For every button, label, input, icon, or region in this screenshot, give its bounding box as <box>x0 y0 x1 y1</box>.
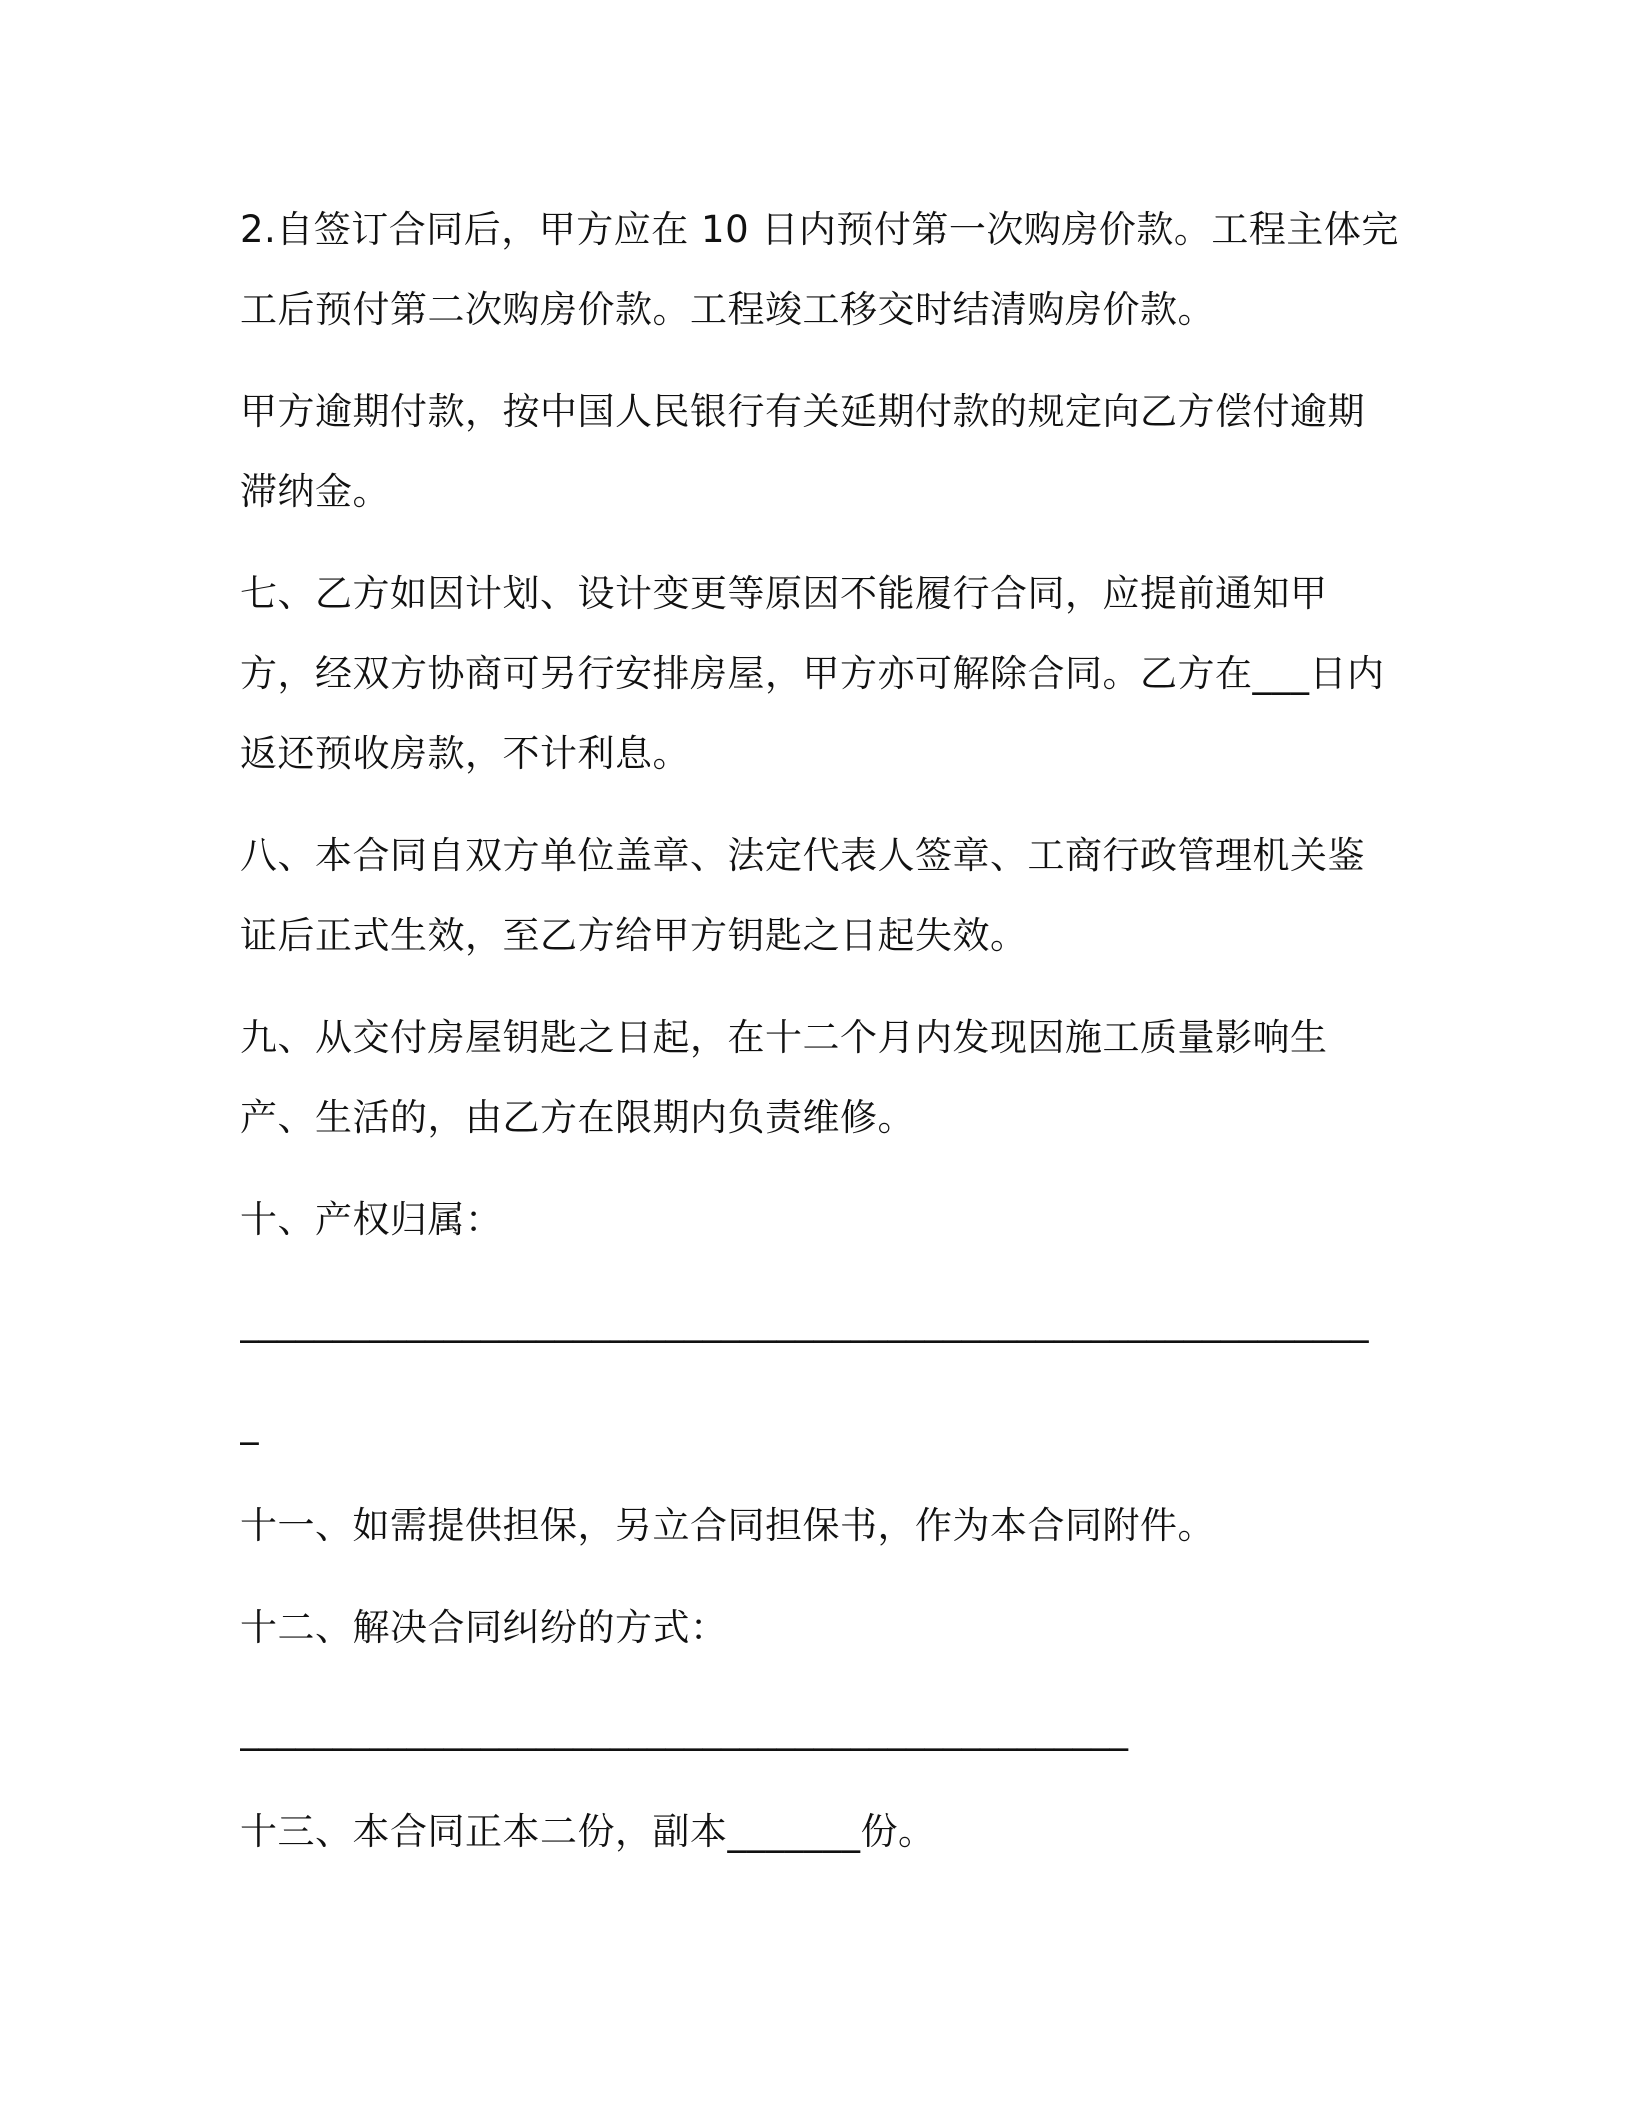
dispute-resolution-blank-line: ________________________________________________ <box>240 1708 1128 1751</box>
property-rights-blank-line-tail: _ <box>240 1402 259 1445</box>
late-payment-clause: 甲方逾期付款，按中国人民银行有关延期付款的规定向乙方偿付逾期滞纳金。 <box>240 390 1365 513</box>
clause-9: 九、从交付房屋钥匙之日起，在十二个月内发现因施工质量影响生产、生活的，由乙方在限期内负责维修。 <box>240 1016 1328 1139</box>
clause-11: 十一、如需提供担保，另立合同担保书，作为本合同附件。 <box>240 1504 1215 1547</box>
clause-10-heading: 十、产权归属： <box>240 1198 503 1241</box>
clause-6-2-payment: 2.自签订合同后，甲方应在 10 日内预付第一次购房价款。工程主体完工后预付第二次购房价款。工程竣工移交时结清购房价款。 <box>240 208 1399 331</box>
clause-13: 十三、本合同正本二份，副本_______份。 <box>240 1810 936 1853</box>
document-page <box>240 190 1400 1872</box>
clause-7: 七、乙方如因计划、设计变更等原因不能履行合同，应提前通知甲方，经双方协商可另行安排房屋，甲方亦可解除合同。乙方在___日内返还预收房款，不计利息。 <box>240 572 1385 775</box>
clause-8: 八、本合同自双方单位盖章、法定代表人签章、工商行政管理机关鉴证后正式生效，至乙方给甲方钥匙之日起失效。 <box>240 834 1365 957</box>
property-rights-blank-line: _____________________________________________________________ <box>240 1300 1369 1343</box>
clause-12-heading: 十二、解决合同纠纷的方式： <box>240 1606 728 1649</box>
